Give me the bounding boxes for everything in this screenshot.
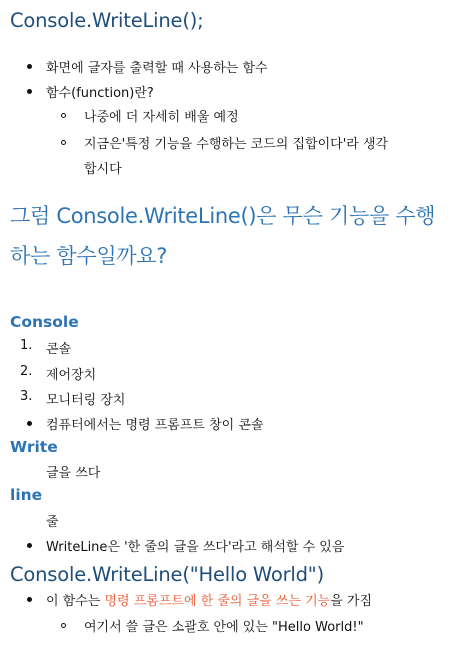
list-item: 콘솔	[46, 342, 72, 357]
bullet-circle-icon	[61, 140, 66, 145]
bullet-dot-icon	[27, 421, 32, 426]
highlighted-phrase: 명령 프롬프트에 한 줄의 글을 쓰는 기능	[104, 594, 331, 609]
console-heading: Console	[10, 313, 79, 331]
list-number: 1.	[20, 338, 33, 353]
line-heading: line	[10, 486, 43, 504]
line-meaning: 줄	[46, 515, 59, 530]
bullet-text: 화면에 글자를 출력할 때 사용하는 함수	[46, 61, 268, 76]
heading-console-writeline: Console.WriteLine();	[10, 9, 204, 32]
list-item: 모니터링 장치	[46, 393, 126, 408]
question-heading-line2: 하는 함수일까요?	[10, 244, 168, 268]
sub-bullet-text: 여기서 쓸 글은 소괄호 안에 있는 "Hello World!"	[84, 620, 364, 635]
sub-bullet-text-continued: 합시다	[84, 162, 122, 177]
list-item: 제어장치	[46, 368, 97, 383]
bullet-circle-icon	[61, 113, 66, 118]
bullet-text: 함수(function)란?	[46, 86, 154, 101]
bullet-dot-icon	[27, 64, 32, 69]
sub-bullet-text: 나중에 더 자세히 배울 예정	[84, 110, 239, 125]
sub-bullet-text: 지금은'특정 기능을 수행하는 코드의 집합이다'라 생각	[84, 137, 389, 152]
question-heading-line1: 그럼 Console.WriteLine()은 무슨 기능을 수행	[10, 204, 436, 228]
write-heading: Write	[10, 438, 58, 456]
bullet-prefix: 이 함수는	[46, 594, 105, 609]
write-meaning: 글을 쓰다	[46, 466, 101, 481]
bullet-dot-icon	[27, 597, 32, 602]
bullet-text-highlighted	[46, 590, 372, 609]
bullet-dot-icon	[27, 89, 32, 94]
list-number: 2.	[20, 364, 33, 379]
bullet-circle-icon	[61, 623, 66, 628]
bullet-text: WriteLine은 '한 줄의 글을 쓰다'라고 해석할 수 있음	[46, 540, 345, 555]
heading-hello-world: Console.WriteLine("Hello World")	[10, 563, 324, 586]
bullet-suffix: 을 가짐	[330, 594, 373, 609]
bullet-text: 컴퓨터에서는 명령 프롬프트 창이 콘솔	[46, 418, 264, 433]
list-number: 3.	[20, 389, 33, 404]
bullet-dot-icon	[27, 543, 32, 548]
